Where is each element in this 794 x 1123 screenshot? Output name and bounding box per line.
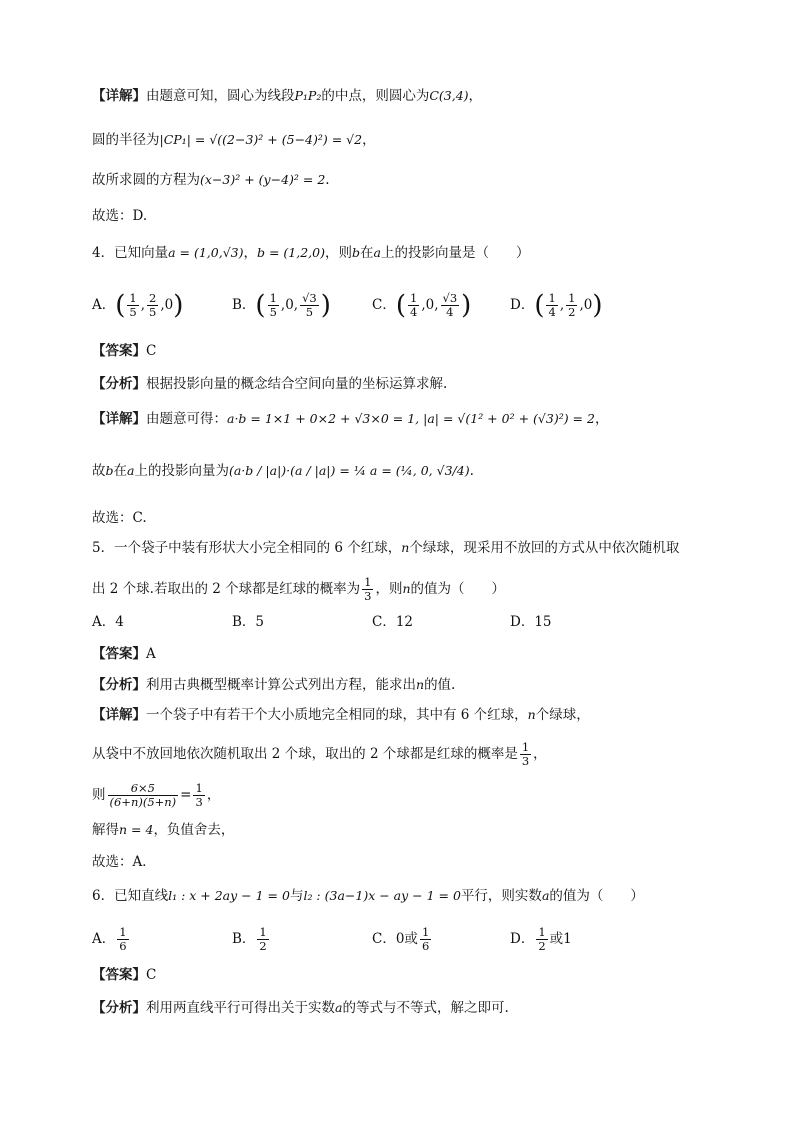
fraction: $\frac{6\times 5}{(6+n)(5+n)}$ [109, 781, 177, 809]
q4-option-a: A．( $\frac{1}{5}$ , $\frac{2}{5}$ ,0) [92, 290, 184, 321]
q5-option-d: D．15 [510, 614, 552, 630]
q4-option-b: B．( $\frac{1}{5}$ ,0, $\frac{√3}{5}$ ) [232, 290, 331, 321]
q5-option-c: C．12 [372, 614, 414, 630]
analysis-6: 【分析】利用两直线平行可得出关于实数a的等式与不等式，解之即可. [92, 1000, 509, 1016]
q6-option-b: B． $\frac{1}{2}$ [232, 925, 267, 953]
detail-4-1: 【详解】由题意可得：a·b = 1×1 + 0×2 + √3×0 = 1, |a| = √(1² + 0² + (√3)²) = 2， [92, 411, 609, 427]
detail-tag: 【详解】 [92, 88, 146, 104]
detail-line-3-1: 【详解】由题意可知，圆心为线段P₁P₂的中点，则圆心为C(3,4)， [92, 88, 483, 104]
answer-choice-3: 故选：D. [92, 208, 148, 224]
analysis-5: 【分析】利用古典概型概率计算公式列出方程，能求出n的值. [92, 677, 456, 693]
q6-option-a: A． $\frac{1}{6}$ [92, 925, 127, 953]
question-4: 4．已知向量a = (1,0,√3)，b = (1,2,0)，则b在a上的投影向量是（ ） [92, 245, 530, 261]
answer-choice-4: 故选：C. [92, 510, 147, 526]
fraction: $\frac{2}{5}$ [149, 291, 157, 319]
fraction: $\frac{√3}{4}$ [442, 291, 458, 319]
fraction: $\frac{1}{2}$ [259, 925, 267, 953]
q5-option-a: A．4 [92, 614, 124, 630]
detail-4-2: 故b在a上的投影向量为(a·b / |a|)·(a / |a|) = ¼ a = (¼, 0, √3/4). [92, 463, 474, 479]
detail-line-3-2: 圆的半径为|CP₁| = √((2−3)² + (5−4)²) = √2， [92, 132, 376, 148]
answer-choice-5: 故选：A． [92, 854, 156, 870]
fraction: $\frac{1}{5}$ [129, 291, 137, 319]
fraction: $\frac{1}{6}$ [421, 925, 430, 953]
fraction: $\frac{1}{3}$ [364, 575, 372, 603]
fraction: $\frac{√3}{5}$ [302, 291, 317, 319]
answer-6: 【答案】C [92, 967, 157, 983]
analysis-4: 【分析】根据投影向量的概念结合空间向量的坐标运算求解. [92, 376, 448, 392]
fraction: $\frac{1}{4}$ [410, 291, 418, 319]
fraction: $\frac{1}{3}$ [195, 781, 203, 809]
fraction: $\frac{1}{6}$ [119, 925, 127, 953]
fraction: $\frac{1}{2}$ [538, 925, 546, 953]
fraction: $\frac{1}{4}$ [548, 291, 556, 319]
question-5-line-1: 5．一个袋子中装有形状大小完全相同的 6 个红球，n个绿球，现采用不放回的方式从中依次随机取 [92, 540, 680, 556]
fraction: $\frac{1}{5}$ [269, 291, 277, 319]
q6-option-c: C．0或 $\frac{1}{6}$ [372, 925, 430, 953]
detail-5-4: 解得n = 4，负值舍去， [92, 822, 235, 838]
fraction: $\frac{1}{3}$ [521, 740, 530, 768]
question-5-line-2: 出 2 个球.若取出的 2 个球都是红球的概率为 $\frac{1}{3}$ ，则n的值为（ ） [92, 575, 506, 603]
question-6: 6．已知直线l₁ : x + 2ay − 1 = 0与l₂ : (3a−1)x − ay − 1 = 0平行，则实数a的值为（ ） [92, 888, 644, 904]
q4-option-c: C．( $\frac{1}{4}$ ,0, $\frac{√3}{4}$ ) [372, 290, 472, 321]
q4-option-d: D．( $\frac{1}{4}$ , $\frac{1}{2}$ ,0) [510, 290, 603, 321]
detail-5-2: 从袋中不放回地依次随机取出 2 个球，取出的 2 个球都是红球的概率是 $\frac{1}{3}$ ， [92, 740, 547, 768]
detail-5-1: 【详解】一个袋子中有若干个大小质地完全相同的球，其中有 6 个红球，n个绿球， [92, 707, 590, 723]
q5-option-b: B．5 [232, 614, 265, 630]
answer-4: 【答案】C [92, 343, 157, 359]
detail-5-3: 则 $\frac{6\times 5}{(6+n)(5+n)}$ = $\frac{1}{3}$ ， [92, 781, 221, 809]
answer-5: 【答案】A [92, 646, 156, 662]
detail-line-3-3: 故所求圆的方程为(x−3)² + (y−4)² = 2. [92, 172, 330, 188]
fraction: $\frac{1}{2}$ [568, 291, 576, 319]
q6-option-d: D． $\frac{1}{2}$ 或1 [510, 925, 572, 953]
